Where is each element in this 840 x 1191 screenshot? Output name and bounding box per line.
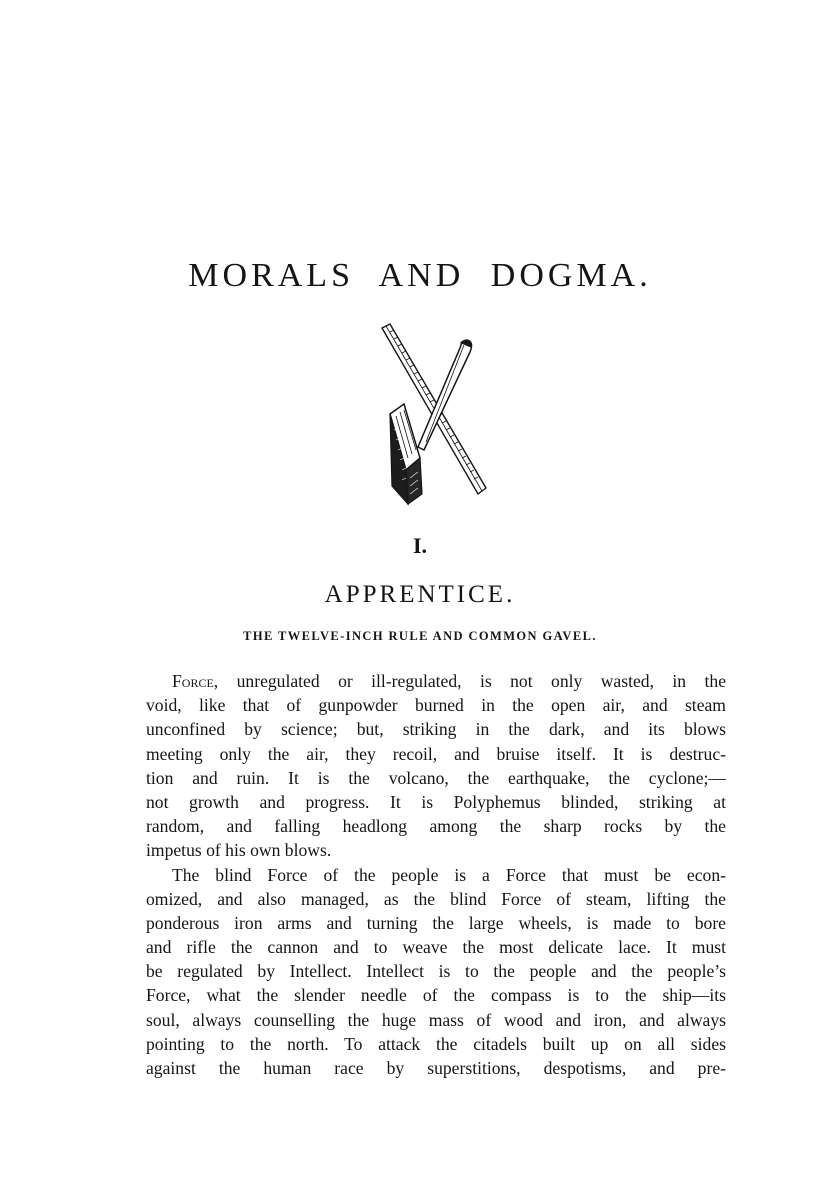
text-line: unconfined by science; but, striking in the dark, and its blows (146, 719, 726, 740)
text-line: random, and falling headlong among the sharp rocks by the (146, 816, 726, 837)
text-line: not growth and progress. It is Polyphemus blinded, striking at (146, 791, 726, 812)
text-line: impetus of his own blows. (146, 840, 332, 861)
twelve-inch-rule-and-gavel-icon (376, 318, 492, 508)
text-line: be regulated by Intellect. Intellect is to the people and the people’s (146, 961, 726, 982)
book-title: MORALS AND DOGMA. (188, 257, 652, 294)
text-line: Force, unregulated or ill-regulated, is not only wasted, in the (172, 671, 726, 691)
chapter-subtitle: THE TWELVE-INCH RULE AND COMMON GAVEL. (243, 629, 597, 643)
text-line: Force, what the slender needle of the compass is to the ship—its (146, 985, 726, 1006)
text-line: omized, and also managed, as the blind Force of steam, lifting the (146, 888, 726, 909)
text-line: soul, always counselling the huge mass of wood and iron, and always (146, 1009, 726, 1030)
gavel-head-icon (390, 404, 422, 504)
chapter-number: I. (412, 533, 428, 558)
text-line: void, like that of gunpowder burned in the open air, and steam (146, 695, 726, 716)
paragraph-2 (146, 863, 726, 1081)
text-line: The blind Force of the people is a Force that must be econ- (172, 864, 726, 885)
paragraph-1 (146, 669, 726, 863)
text-line: tion and ruin. It is the volcano, the earthquake, the cyclone;— (146, 767, 726, 788)
text-line: against the human race by superstitions, despotisms, and pre- (146, 1058, 726, 1078)
text-line: meeting only the air, they recoil, and bruise itself. It is destruc- (146, 743, 726, 764)
chapter-title: APPRENTICE. (324, 581, 516, 608)
text-line: pointing to the north. To attack the citadels built up on all sides (146, 1033, 726, 1054)
text-line: and rifle the cannon and to weave the most delicate lace. It must (146, 937, 726, 958)
body-text (146, 669, 726, 1080)
text-line: ponderous iron arms and turning the large wheels, is made to bore (146, 912, 726, 933)
drop-word: Force, (172, 671, 219, 691)
